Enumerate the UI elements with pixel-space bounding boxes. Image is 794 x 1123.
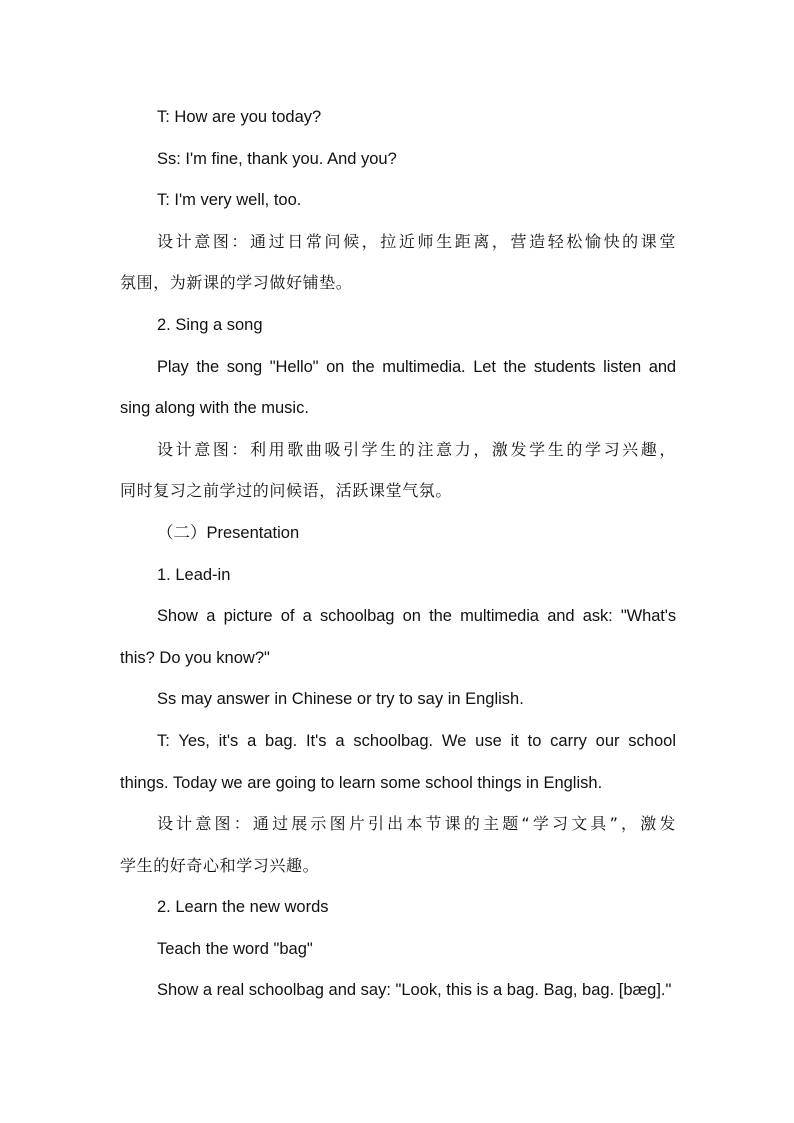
body-paragraph: this? Do you know?": [120, 648, 270, 667]
document-body: [120, 104, 676, 1019]
body-paragraph: sing along with the music.: [120, 399, 309, 418]
design-intent-paragraph: 同时复习之前学过的问候语，活跃课堂气氛。: [120, 481, 453, 501]
dialogue-line: T: Yes, it's a bag. It's a schoolbag. We use it to carry our school: [157, 731, 676, 750]
design-intent-paragraph: 设计意图：利用歌曲吸引学生的注意力，激发学生的学习兴趣，: [157, 439, 676, 459]
dialogue-line: T: I'm very well, too.: [157, 191, 302, 210]
body-paragraph: Show a picture of a schoolbag on the multimedia and ask: "What's: [157, 607, 676, 626]
dialogue-line: Ss: I'm fine, thank you. And you?: [157, 149, 397, 168]
step-heading: 2. Sing a song: [157, 315, 263, 334]
design-intent-paragraph: 设计意图：通过展示图片引出本节课的主题“学习文具”，激发: [157, 814, 676, 834]
design-intent-paragraph: 学生的好奇心和学习兴趣。: [120, 855, 320, 875]
body-paragraph: Teach the word "bag": [157, 939, 313, 958]
design-intent-paragraph: 设计意图：通过日常问候，拉近师生距离，营造轻松愉快的课堂: [157, 231, 676, 251]
body-paragraph: Ss may answer in Chinese or try to say in English.: [157, 690, 524, 709]
dialogue-line: things. Today we are going to learn some school things in English.: [120, 773, 603, 792]
section-heading: （二）Presentation: [157, 523, 300, 542]
step-heading: 2. Learn the new words: [157, 898, 329, 917]
step-heading: 1. Lead-in: [157, 565, 231, 584]
dialogue-line: T: How are you today?: [157, 108, 322, 126]
design-intent-paragraph: 氛围，为新课的学习做好铺垫。: [120, 273, 353, 293]
body-paragraph: Play the song "Hello" on the multimedia. Let the students listen and: [157, 357, 676, 376]
body-paragraph: Show a real schoolbag and say: "Look, this is a bag. Bag, bag. [bæg].": [157, 981, 672, 1000]
